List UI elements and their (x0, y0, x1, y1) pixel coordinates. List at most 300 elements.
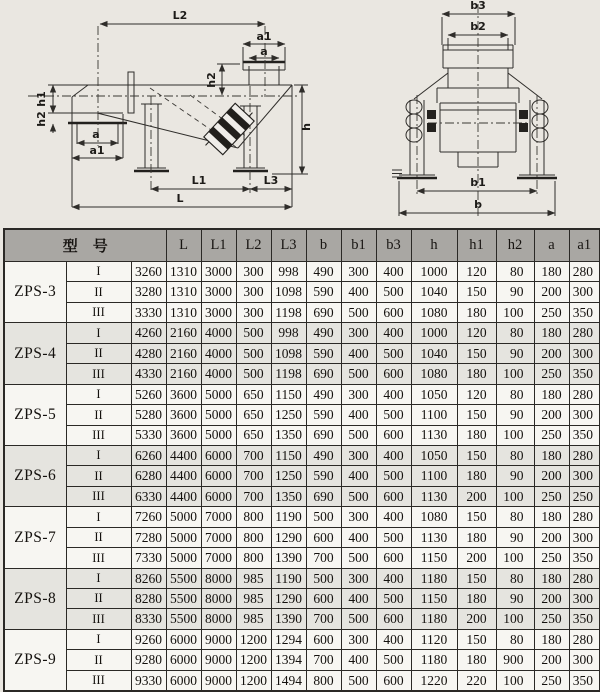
value-cell: 250 (569, 486, 600, 506)
value-cell: 500 (376, 282, 411, 302)
value-cell: 80 (496, 384, 534, 404)
value-cell: 1200 (236, 650, 271, 670)
value-cell: 1040 (411, 282, 457, 302)
value-cell: 600 (376, 486, 411, 506)
variant-cell: I (66, 568, 131, 588)
value-cell: 100 (496, 302, 534, 322)
value-cell: 300 (341, 568, 376, 588)
value-cell: 1390 (271, 609, 306, 629)
model-cell: ZPS-8 (4, 568, 66, 629)
value-cell: 200 (457, 548, 496, 568)
variant-cell: III (66, 670, 131, 691)
value-cell: 490 (306, 323, 341, 343)
value-cell: 1130 (411, 527, 457, 547)
dim-label-a1-top: a1 (256, 30, 272, 43)
value-cell: 200 (457, 486, 496, 506)
value-cell: 490 (306, 384, 341, 404)
variant-cell: III (66, 609, 131, 629)
value-cell: 600 (376, 548, 411, 568)
value-cell: 300 (569, 650, 600, 670)
value-cell: 200 (534, 282, 569, 302)
value-cell: 500 (341, 425, 376, 445)
value-cell: 2160 (166, 343, 201, 363)
value-cell: 400 (376, 507, 411, 527)
column-header: h2 (496, 229, 534, 262)
table-row (4, 486, 600, 506)
value-cell: 3000 (201, 302, 236, 322)
value-cell: 400 (376, 568, 411, 588)
value-cell: 985 (236, 589, 271, 609)
value-cell: 90 (496, 527, 534, 547)
dim-label-b2: b2 (470, 20, 486, 33)
variant-cell: I (66, 323, 131, 343)
value-cell: 5000 (201, 384, 236, 404)
value-cell: 150 (457, 405, 496, 425)
value-cell: 600 (376, 609, 411, 629)
value-cell: 1000 (411, 262, 457, 282)
value-cell: 7000 (201, 507, 236, 527)
value-cell: 1350 (271, 425, 306, 445)
value-cell: 1050 (411, 445, 457, 465)
value-cell: 690 (306, 364, 341, 384)
value-cell: 180 (534, 445, 569, 465)
value-cell: 300 (341, 262, 376, 282)
value-cell: 1294 (271, 629, 306, 649)
value-cell: 8000 (201, 589, 236, 609)
variant-cell: I (66, 629, 131, 649)
side-view-drawing (0, 0, 390, 225)
value-cell: 300 (569, 343, 600, 363)
value-cell: 5000 (166, 507, 201, 527)
dim-label-a-top: a (260, 45, 268, 58)
value-cell: 150 (457, 445, 496, 465)
value-cell: 180 (457, 425, 496, 445)
table-row (4, 527, 600, 547)
value-cell: 500 (341, 670, 376, 691)
variant-cell: II (66, 282, 131, 302)
value-cell: 1200 (236, 629, 271, 649)
variant-cell: I (66, 507, 131, 527)
side-dimensions (35, 9, 313, 207)
value-cell: 650 (236, 425, 271, 445)
column-header: h1 (457, 229, 496, 262)
value-cell: 350 (569, 548, 600, 568)
value-cell: 400 (376, 445, 411, 465)
value-cell: 6330 (131, 486, 166, 506)
value-cell: 7260 (131, 507, 166, 527)
value-cell: 200 (534, 343, 569, 363)
column-header: b3 (376, 229, 411, 262)
value-cell: 1310 (166, 282, 201, 302)
column-header: a1 (569, 229, 600, 262)
value-cell: 5000 (166, 527, 201, 547)
value-cell: 500 (376, 466, 411, 486)
value-cell: 180 (534, 384, 569, 404)
value-cell: 1150 (411, 548, 457, 568)
value-cell: 4400 (166, 445, 201, 465)
value-cell: 400 (341, 650, 376, 670)
model-cell: ZPS-4 (4, 323, 66, 384)
value-cell: 500 (376, 650, 411, 670)
value-cell: 180 (534, 262, 569, 282)
value-cell: 700 (306, 609, 341, 629)
value-cell: 590 (306, 282, 341, 302)
value-cell: 350 (569, 364, 600, 384)
value-cell: 800 (236, 527, 271, 547)
variant-cell: III (66, 302, 131, 322)
value-cell: 80 (496, 507, 534, 527)
value-cell: 500 (236, 364, 271, 384)
value-cell: 6260 (131, 445, 166, 465)
value-cell: 250 (534, 486, 569, 506)
value-cell: 150 (457, 507, 496, 527)
value-cell: 8280 (131, 589, 166, 609)
value-cell: 180 (457, 302, 496, 322)
table-row (4, 609, 600, 629)
value-cell: 300 (569, 466, 600, 486)
value-cell: 300 (569, 527, 600, 547)
table-row (4, 364, 600, 384)
value-cell: 280 (569, 384, 600, 404)
end-right-support (517, 95, 557, 195)
value-cell: 9000 (201, 650, 236, 670)
table-row (4, 670, 600, 691)
value-cell: 1000 (411, 323, 457, 343)
value-cell: 6000 (201, 445, 236, 465)
table-row (4, 384, 600, 404)
value-cell: 650 (236, 405, 271, 425)
value-cell: 5000 (201, 425, 236, 445)
value-cell: 100 (496, 670, 534, 691)
value-cell: 1050 (411, 384, 457, 404)
variant-cell: II (66, 405, 131, 425)
value-cell: 100 (496, 548, 534, 568)
value-cell: 500 (341, 302, 376, 322)
value-cell: 4260 (131, 323, 166, 343)
value-cell: 900 (496, 650, 534, 670)
value-cell: 8260 (131, 568, 166, 588)
end-view-drawing (390, 0, 600, 222)
dim-label-h2-top: h2 (205, 72, 218, 88)
value-cell: 200 (534, 466, 569, 486)
value-cell: 700 (306, 548, 341, 568)
value-cell: 600 (376, 364, 411, 384)
dim-label-L2: L2 (172, 9, 188, 22)
value-cell: 9260 (131, 629, 166, 649)
value-cell: 500 (341, 364, 376, 384)
value-cell: 1190 (271, 507, 306, 527)
value-cell: 5500 (166, 568, 201, 588)
value-cell: 500 (341, 548, 376, 568)
value-cell: 400 (376, 629, 411, 649)
value-cell: 150 (457, 343, 496, 363)
value-cell: 1150 (271, 445, 306, 465)
value-cell: 690 (306, 425, 341, 445)
value-cell: 1250 (271, 466, 306, 486)
column-header: b1 (341, 229, 376, 262)
value-cell: 600 (376, 670, 411, 691)
column-header: L3 (271, 229, 306, 262)
value-cell: 3260 (131, 262, 166, 282)
value-cell: 6000 (166, 670, 201, 691)
variant-cell: I (66, 262, 131, 282)
value-cell: 90 (496, 405, 534, 425)
value-cell: 300 (341, 323, 376, 343)
value-cell: 100 (496, 609, 534, 629)
dim-label-b3: b3 (470, 0, 486, 12)
value-cell: 985 (236, 609, 271, 629)
value-cell: 998 (271, 262, 306, 282)
value-cell: 3000 (201, 262, 236, 282)
value-cell: 1310 (166, 302, 201, 322)
value-cell: 3600 (166, 425, 201, 445)
value-cell: 5000 (201, 405, 236, 425)
dim-label-L3: L3 (263, 174, 279, 187)
dim-label-a-bottom: a (92, 128, 100, 141)
value-cell: 80 (496, 629, 534, 649)
table-row (4, 589, 600, 609)
value-cell: 3000 (201, 282, 236, 302)
dim-label-h2-left: h2 (35, 111, 48, 127)
value-cell: 90 (496, 282, 534, 302)
value-cell: 180 (457, 364, 496, 384)
value-cell: 1130 (411, 425, 457, 445)
value-cell: 1040 (411, 343, 457, 363)
value-cell: 9000 (201, 629, 236, 649)
value-cell: 1180 (411, 650, 457, 670)
value-cell: 120 (457, 384, 496, 404)
value-cell: 5500 (166, 589, 201, 609)
model-cell: ZPS-3 (4, 262, 66, 323)
value-cell: 500 (236, 343, 271, 363)
table-row (4, 282, 600, 302)
variant-cell: III (66, 425, 131, 445)
table-row (4, 466, 600, 486)
value-cell: 500 (306, 568, 341, 588)
value-cell: 180 (534, 568, 569, 588)
column-header: h (411, 229, 457, 262)
variant-cell: II (66, 466, 131, 486)
value-cell: 1290 (271, 527, 306, 547)
value-cell: 150 (457, 568, 496, 588)
value-cell: 7000 (201, 548, 236, 568)
value-cell: 1290 (271, 589, 306, 609)
value-cell: 180 (457, 466, 496, 486)
table-row (4, 302, 600, 322)
value-cell: 490 (306, 262, 341, 282)
value-cell: 1098 (271, 282, 306, 302)
table-row (4, 405, 600, 425)
value-cell: 5500 (166, 609, 201, 629)
value-cell: 120 (457, 262, 496, 282)
value-cell: 300 (236, 282, 271, 302)
value-cell: 600 (376, 425, 411, 445)
value-cell: 250 (534, 425, 569, 445)
variant-cell: III (66, 486, 131, 506)
value-cell: 6000 (201, 466, 236, 486)
value-cell: 300 (569, 405, 600, 425)
value-cell: 180 (457, 589, 496, 609)
value-cell: 300 (236, 302, 271, 322)
value-cell: 250 (534, 302, 569, 322)
table-row (4, 568, 600, 588)
variant-cell: III (66, 364, 131, 384)
value-cell: 590 (306, 405, 341, 425)
value-cell: 4400 (166, 466, 201, 486)
value-cell: 590 (306, 343, 341, 363)
value-cell: 500 (376, 589, 411, 609)
value-cell: 100 (496, 486, 534, 506)
value-cell: 3600 (166, 405, 201, 425)
variant-cell: I (66, 384, 131, 404)
variant-cell: II (66, 589, 131, 609)
value-cell: 80 (496, 445, 534, 465)
value-cell: 1100 (411, 466, 457, 486)
value-cell: 4000 (201, 323, 236, 343)
value-cell: 1220 (411, 670, 457, 691)
spec-table (3, 228, 600, 692)
value-cell: 300 (341, 507, 376, 527)
value-cell: 300 (569, 589, 600, 609)
value-cell: 8000 (201, 568, 236, 588)
table-row (4, 343, 600, 363)
table-row (4, 629, 600, 649)
value-cell: 6000 (166, 650, 201, 670)
value-cell: 1394 (271, 650, 306, 670)
variant-cell: III (66, 548, 131, 568)
column-header: L2 (236, 229, 271, 262)
value-cell: 400 (376, 384, 411, 404)
value-cell: 1310 (166, 262, 201, 282)
value-cell: 600 (306, 589, 341, 609)
value-cell: 650 (236, 384, 271, 404)
dim-label-a1-bottom: a1 (89, 144, 105, 157)
column-header: b (306, 229, 341, 262)
value-cell: 3330 (131, 302, 166, 322)
value-cell: 200 (457, 609, 496, 629)
value-cell: 1190 (271, 568, 306, 588)
value-cell: 600 (306, 527, 341, 547)
value-cell: 4000 (201, 364, 236, 384)
value-cell: 300 (236, 262, 271, 282)
dim-label-h1-left: h1 (35, 91, 48, 107)
value-cell: 400 (341, 343, 376, 363)
value-cell: 1100 (411, 405, 457, 425)
value-cell: 280 (569, 568, 600, 588)
table-row (4, 323, 600, 343)
value-cell: 1200 (236, 670, 271, 691)
value-cell: 400 (341, 527, 376, 547)
value-cell: 350 (569, 425, 600, 445)
value-cell: 9000 (201, 670, 236, 691)
value-cell: 4000 (201, 343, 236, 363)
model-column-header: 型 号 (4, 229, 166, 262)
value-cell: 1098 (271, 343, 306, 363)
vibrator-motor (200, 100, 257, 159)
value-cell: 4280 (131, 343, 166, 363)
column-header: a (534, 229, 569, 262)
value-cell: 1494 (271, 670, 306, 691)
value-cell: 400 (341, 405, 376, 425)
table-row (4, 445, 600, 465)
value-cell: 220 (457, 670, 496, 691)
value-cell: 180 (534, 507, 569, 527)
value-cell: 690 (306, 302, 341, 322)
value-cell: 400 (376, 262, 411, 282)
value-cell: 500 (306, 507, 341, 527)
value-cell: 700 (236, 466, 271, 486)
left-leg (134, 96, 169, 193)
value-cell: 5330 (131, 425, 166, 445)
value-cell: 180 (534, 629, 569, 649)
value-cell: 200 (534, 405, 569, 425)
value-cell: 90 (496, 343, 534, 363)
model-cell: ZPS-5 (4, 384, 66, 445)
value-cell: 690 (306, 486, 341, 506)
value-cell: 700 (236, 486, 271, 506)
value-cell: 6000 (201, 486, 236, 506)
value-cell: 700 (236, 445, 271, 465)
value-cell: 200 (534, 589, 569, 609)
value-cell: 5280 (131, 405, 166, 425)
model-cell: ZPS-9 (4, 629, 66, 691)
value-cell: 500 (376, 527, 411, 547)
value-cell: 4330 (131, 364, 166, 384)
value-cell: 400 (341, 466, 376, 486)
value-cell: 4400 (166, 486, 201, 506)
value-cell: 300 (341, 384, 376, 404)
value-cell: 150 (457, 629, 496, 649)
value-cell: 120 (457, 323, 496, 343)
value-cell: 1180 (411, 609, 457, 629)
value-cell: 2160 (166, 364, 201, 384)
column-header: L1 (201, 229, 236, 262)
value-cell: 1120 (411, 629, 457, 649)
value-cell: 500 (376, 343, 411, 363)
value-cell: 6000 (166, 629, 201, 649)
column-header: L (166, 229, 201, 262)
value-cell: 300 (341, 629, 376, 649)
header-row (4, 229, 600, 262)
value-cell: 1250 (271, 405, 306, 425)
value-cell: 300 (341, 445, 376, 465)
dim-label-L1: L1 (191, 174, 207, 187)
value-cell: 1198 (271, 364, 306, 384)
value-cell: 500 (341, 609, 376, 629)
value-cell: 100 (496, 425, 534, 445)
value-cell: 1080 (411, 507, 457, 527)
value-cell: 300 (569, 282, 600, 302)
table-row (4, 262, 600, 282)
value-cell: 280 (569, 445, 600, 465)
value-cell: 90 (496, 589, 534, 609)
value-cell: 800 (236, 507, 271, 527)
variant-cell: II (66, 527, 131, 547)
value-cell: 100 (496, 364, 534, 384)
value-cell: 500 (376, 405, 411, 425)
value-cell: 3600 (166, 384, 201, 404)
value-cell: 600 (306, 629, 341, 649)
value-cell: 350 (569, 670, 600, 691)
value-cell: 5000 (166, 548, 201, 568)
value-cell: 150 (457, 282, 496, 302)
value-cell: 600 (376, 302, 411, 322)
value-cell: 90 (496, 466, 534, 486)
value-cell: 1198 (271, 302, 306, 322)
value-cell: 800 (306, 670, 341, 691)
dim-label-h-right: h (300, 123, 313, 131)
value-cell: 7000 (201, 527, 236, 547)
